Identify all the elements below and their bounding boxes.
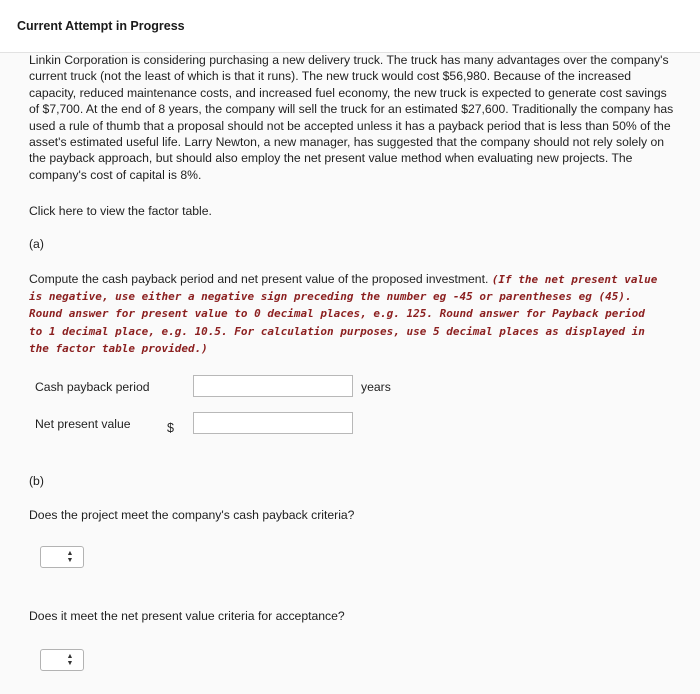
header-bar: [0, 0, 700, 53]
part-a-question-text: Compute the cash payback period and net present value of the proposed investment.: [29, 272, 489, 286]
problem-statement: Linkin Corporation is considering purchasing a new delivery truck. The truck has many advantages over the company's current truck (not the least of which is that it runs). The new truck would cost $56,980. Because of the increased capacity, reduced maintenance costs, and increased fuel economy, the new truck is expected to generate cost savings of $7,700. At the end of 8 years, the company will sell the truck for an estimated $27,600. Traditionally the company has used a rule of thumb that a proposal should not be accepted unless it has a payback period that is less than 50% of the asset's estimated useful life. Larry Newton, a new manager, has suggested that the company should not rely solely on the payback approach, but should also employ the net present value method when evaluating new projects. The company's cost of capital is 8%.: [29, 53, 674, 182]
npv-input[interactable]: [193, 412, 353, 434]
part-a-instructions: (If the net present value is negative, use either a negative sign preceding the number eg -45 or parentheses eg (45). Round answer for present value to 0 decimal places, e.g. 125. Round answer for Payback period to 1 decimal place, e.g. 10.5. For calculation purposes, use 5 decimal places as displayed in the factor table provided.): [29, 273, 658, 355]
payback-label: Cash payback period: [35, 380, 150, 394]
part-b-label: (b): [29, 474, 44, 488]
part-a-question: [29, 271, 659, 357]
payback-input[interactable]: [193, 375, 353, 397]
npv-criteria-select[interactable]: [40, 649, 84, 671]
npv-criteria-question: Does it meet the net present value criteria for acceptance?: [29, 609, 345, 623]
up-down-arrows-icon: ▲ ▼: [66, 550, 74, 564]
npv-currency: $: [167, 421, 174, 435]
payback-criteria-select[interactable]: [40, 546, 84, 568]
npv-label: Net present value: [35, 417, 131, 431]
factor-table-link[interactable]: Click here to view the factor table.: [29, 204, 212, 218]
attempt-status-title: Current Attempt in Progress: [17, 19, 185, 33]
payback-criteria-question: Does the project meet the company's cash payback criteria?: [29, 508, 355, 522]
part-a-label: (a): [29, 237, 44, 251]
up-down-arrows-icon: ▲ ▼: [66, 653, 74, 667]
payback-unit: years: [361, 380, 391, 394]
